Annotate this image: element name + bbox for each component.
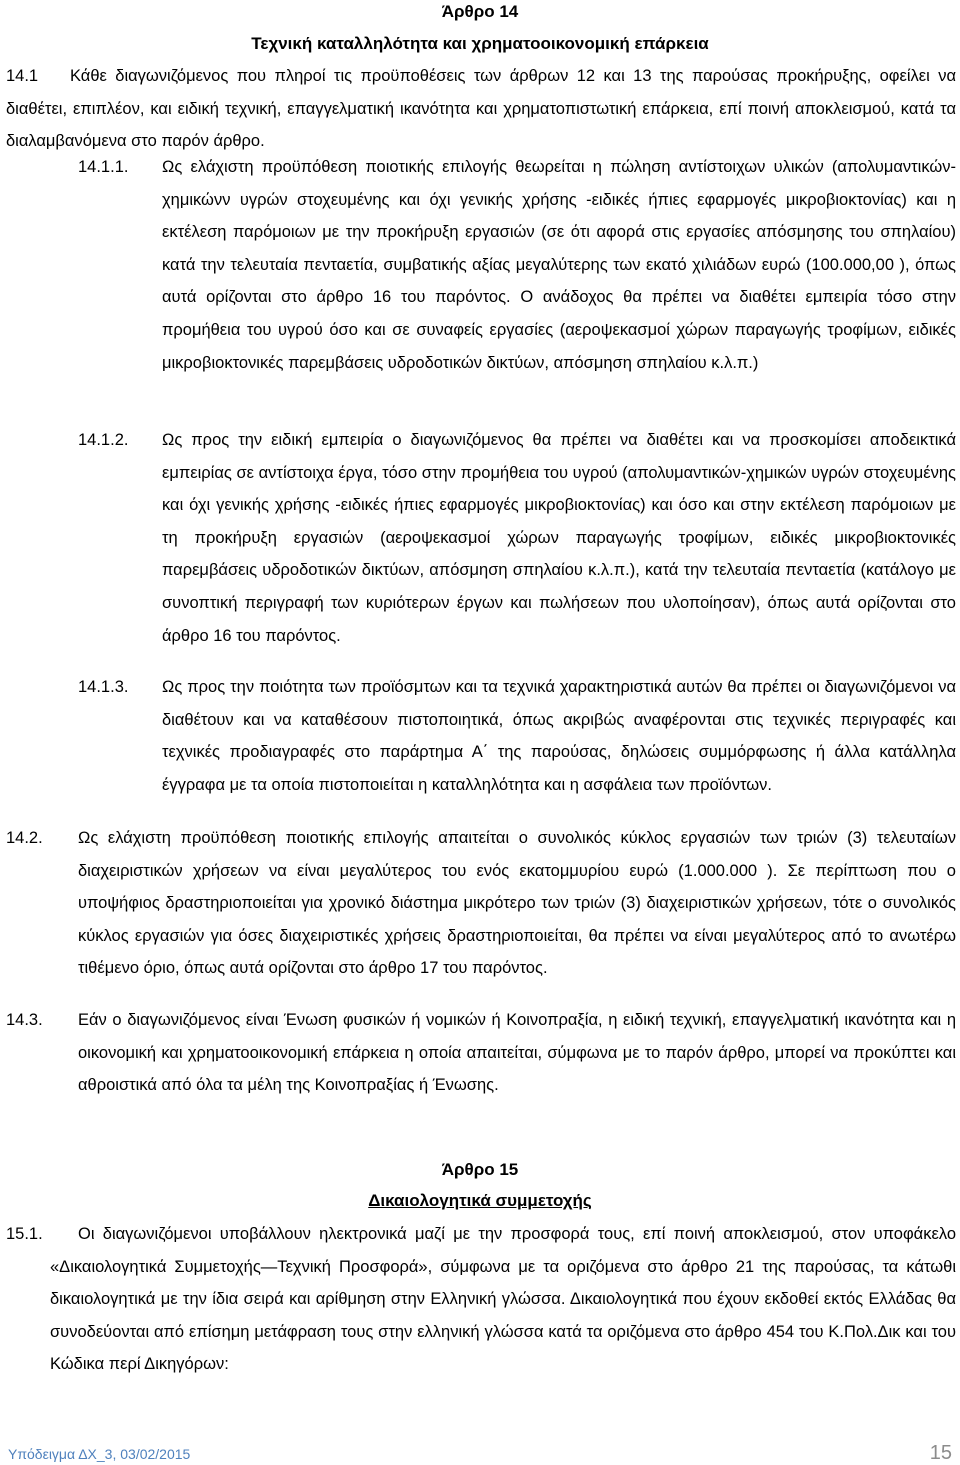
- paragraph-14-1: Κάθε διαγωνιζόμενος που πληροί τις προϋποθέσεις των άρθρων 12 και 13 της παρούσας προκήρυξης, οφείλει να διαθέτει, επιπλέον, και ειδική τεχνική, επαγγελματική ικανότητα και χρηματοπιστωτική επάρκεια, επί ποινή αποκλεισμού, κατά τα διαλαμβανόμενα στο παρόν άρθρο.: [6, 67, 956, 151]
- paragraph-14-2: Ως ελάχιστη προϋπόθεση ποιοτικής επιλογής απαιτείται ο συνολικός κύκλος εργασιών των τριών (3) τελευταίων διαχειριστικών χρήσεων να είναι μεγαλύτερος του ενός εκατομμυρίου ευρώ (1.000.000 ). Σε περίπτωση που ο υποψήφιος δραστηριοποιείται για χρονικό διάστημα μικρότερο των τριών (3) διαχειριστικών χρήσεων, τότε ο συνολικός κύκλος εργασιών για όσες διαχειριστικές χρήσεις δραστηριοποιείται, θα πρέπει να είναι μεγαλύτερος από το ανωτέρω τιθέμενο όριο, όπως αυτά ορίζονται στο άρθρο 17 του παρόντος.: [78, 829, 956, 978]
- footer-template-label: Υπόδειγμα ΔΧ_3, 03/02/2015: [8, 1446, 191, 1462]
- article-15-title: Άρθρο 15: [441, 1160, 519, 1179]
- section-number-14-1: 14.1: [6, 67, 39, 85]
- paragraph-14-1-1: Ως ελάχιστη προϋπόθεση ποιοτικής επιλογής θεωρείται η πώληση αντίστοιχων υλικών (απολυμαντικών-χημικώνν υγρών στοχευμένης και όχι γενικής χρήσης -ειδικές ήπιες εφαρμογές μικροβιοκτονίας) και η εκτέλεση παρόμοιων με την προκήρυξη εργασιών (σε ότι αφορά στις εργασίες απόσμησης του σπηλαίου) κατά την τελευταία πενταετία, συμβατικής αξίας μεγαλύτερης των εκατό χιλιάδων ευρώ (100.000,00 ), όπως αυτά ορίζονται στο άρθρο 16 του παρόντος. Ο ανάδοχος θα πρέπει να διαθέτει εμπειρία τόσο στην προμήθεια του υγρού όσο και σε συναφείς εργασίες (αεροψεκασμοί χώρων παραγωγής τροφίμων, ειδικές μικροβιοκτονικές παρεμβάσεις υδροδοτικών δικτύων, απόσμηση σπηλαίου κ.λ.π.): [162, 158, 956, 372]
- section-number-14-1-2: 14.1.2.: [78, 431, 129, 449]
- section-number-14-1-1: 14.1.1.: [78, 158, 129, 176]
- article-15-subtitle: Δικαιολογητικά συμμετοχής: [368, 1191, 592, 1210]
- paragraph-14-1-2: Ως προς την ειδική εμπειρία ο διαγωνιζόμενος θα πρέπει να διαθέτει και να προσκομίσει αποδεικτικά εμπειρίας σε αντίστοιχα έργα, τόσο στην προμήθεια του υγρού (απολυμαντικών-χημικών υγρών στοχευμένης και όχι γενικής χρήσης -ειδικές ήπιες εφαρμογές μικροβιοκτονίας) και όσο και στην εκτέλεση παρόμοιων με τη προκήρυξη εργασιών (αεροψεκασμοί χώρων παραγωγής τροφίμων, ειδικές μικροβιοκτονικές παρεμβάσεις υδροδοτικών δικτύων, απόσμηση σπηλαίου κ.λ.π.), κατά την τελευταία πενταετία (κατάλογο με συνοπτική περιγραφή των κυριότερων έργων και πωλήσεων που υλοποίησαν), όπως αυτά ορίζονται στο άρθρο 16 του παρόντος.: [162, 431, 956, 645]
- section-number-14-2: 14.2.: [6, 829, 43, 847]
- section-number-15-1: 15.1.: [6, 1225, 43, 1243]
- page-number: 15: [929, 1442, 952, 1464]
- paragraph-14-1-3: Ως προς την ποιότητα των προϊόσμτων και τα τεχνικά χαρακτηριστικά αυτών θα πρέπει οι διαγωνιζόμενοι να διαθέτουν και να καταθέσουν πιστοποιητικά, όπως ακριβώς αναφέρονται στις τεχνικές περιγραφές και τεχνικές προδιαγραφές στο παράρτημα Α΄ της παρούσας, δηλώσεις συμμόρφωσης ή άλλα κατάλληλα έγγραφα με τα οποία πιστοποιείται η καταλληλότητα και η ασφάλεια των προϊόντων.: [162, 678, 956, 794]
- paragraph-15-1: Οι διαγωνιζόμενοι υποβάλλουν ηλεκτρονικά μαζί με την προσφορά τους, επί ποινή αποκλεισμού, στον υποφάκελο «Δικαιολογητικά Συμμετοχής—Τεχνική Προσφορά», σύμφωνα με τα οριζόμενα στο άρθρο 21 της παρούσας, τα κάτωθι δικαιολογητικά με την ίδια σειρά και αρίθμηση στην Ελληνική γλώσσα. Δικαιολογητικά που έχουν εκδοθεί εκτός Ελλάδας θα συνοδεύονται από επίσημη μετάφραση τους στην ελληνική γλώσσα κατά τα οριζόμενα στο άρθρο 454 του Κ.Πολ.Δικ και του Κώδικα περί Δικηγόρων:: [50, 1225, 956, 1374]
- article-14-title: Άρθρο 14: [441, 2, 519, 21]
- article-14-subtitle: Τεχνική καταλληλότητα και χρηματοοικονομική επάρκεια: [251, 34, 709, 53]
- section-number-14-3: 14.3.: [6, 1011, 43, 1029]
- section-number-14-1-3: 14.1.3.: [78, 678, 129, 696]
- paragraph-14-3: Εάν ο διαγωνιζόμενος είναι Ένωση φυσικών ή νομικών ή Κοινοπραξία, η ειδική τεχνική, επαγγελματική ικανότητα και η οικονομική και χρηματοοικονομική επάρκεια η οποία απαιτείται, σύμφωνα με το παρόν άρθρο, μπορεί να προκύπτει και αθροιστικά από όλα τα μέλη της Κοινοπραξίας ή Ένωσης.: [78, 1011, 956, 1095]
